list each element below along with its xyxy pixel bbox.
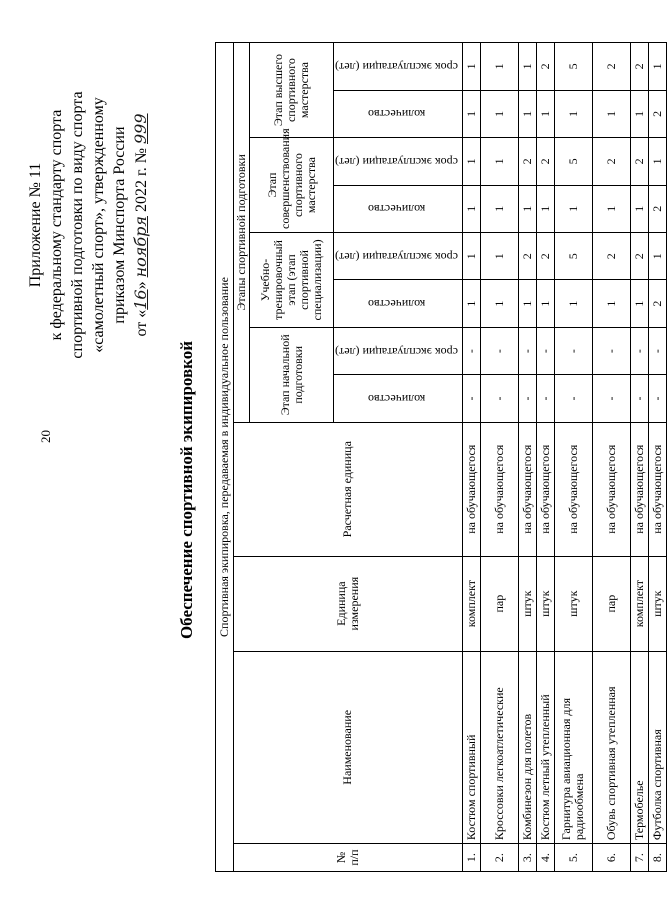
term-cell: 1 — [462, 138, 480, 185]
term-cell: - — [592, 327, 630, 374]
row-number: 1. — [462, 844, 480, 872]
date-mid: » — [133, 277, 150, 290]
col-name-header: Наименование — [234, 651, 463, 844]
header-vertical-text: количество — [367, 202, 426, 217]
date-number: 999 — [131, 113, 150, 144]
term-cell: - — [648, 327, 666, 374]
quantity-cell: 2 — [648, 90, 666, 137]
quantity-cell: 1 — [462, 280, 480, 327]
row-number: 7. — [630, 844, 648, 872]
quantity-cell: 1 — [518, 185, 536, 232]
quantity-cell: - — [630, 375, 648, 422]
term-cell: 1 — [480, 138, 518, 185]
appendix-line-4: «самолетный спорт», утвержденному — [90, 97, 107, 353]
row-number: 4. — [536, 844, 554, 872]
calc-unit-cell: на обучающегося — [536, 422, 554, 556]
appendix-block — [25, 40, 152, 410]
term-cell: 1 — [480, 233, 518, 280]
term-cell: 2 — [518, 138, 536, 185]
quantity-cell: 1 — [554, 185, 592, 232]
term-header — [334, 138, 463, 185]
quantity-cell: 1 — [630, 90, 648, 137]
header-vertical-text: количество — [367, 107, 426, 122]
header-vertical-text: срок эксплуатации (лет) — [335, 59, 458, 74]
quantity-cell: 1 — [536, 280, 554, 327]
row-number: 3. — [518, 844, 536, 872]
stage-header-2: Учебно-тренировочный этап (этап спортивной специализации) — [250, 233, 334, 328]
term-cell: 2 — [592, 138, 630, 185]
term-header — [334, 233, 463, 280]
stage-header-3: Этап совершенствования спортивного мастерства — [250, 138, 334, 233]
unit-cell: штук — [648, 556, 666, 651]
item-name: Обувь спортивная утепленная — [592, 651, 630, 844]
item-name: Комбинезон для полетов — [518, 651, 536, 844]
quantity-cell: - — [648, 375, 666, 422]
table-row — [630, 43, 648, 872]
quantity-cell: - — [592, 375, 630, 422]
appendix-line-2: к федеральному стандарту спорта — [48, 109, 65, 341]
quantity-cell: 1 — [480, 280, 518, 327]
date-year: 2022 г. № — [133, 144, 150, 217]
quantity-header — [334, 90, 463, 137]
term-cell: - — [462, 327, 480, 374]
quantity-cell: 1 — [592, 90, 630, 137]
item-name: Костюм летный утепленный — [536, 651, 554, 844]
header-vertical-text: количество — [367, 392, 426, 407]
header-vertical-text: срок эксплуатации (лет) — [335, 344, 458, 359]
term-cell: 1 — [518, 43, 536, 91]
calc-unit-cell: на обучающегося — [462, 422, 480, 556]
calc-unit-cell: на обучающегося — [630, 422, 648, 556]
quantity-cell: 1 — [480, 90, 518, 137]
item-name: Гарнитура авиационная для радиообмена — [554, 651, 592, 844]
quantity-cell: 1 — [554, 280, 592, 327]
document-title: Обеспечение спортивной экипировкой — [177, 340, 196, 640]
quantity-cell: 1 — [480, 185, 518, 232]
row-number: 2. — [480, 844, 518, 872]
term-cell: 5 — [554, 43, 592, 91]
term-cell: 2 — [592, 43, 630, 91]
stages-header: Этапы спортивной подготовки — [234, 43, 250, 423]
appendix-line-1: Приложение № 11 — [27, 162, 44, 288]
calc-unit-cell: на обучающегося — [480, 422, 518, 556]
term-cell: 2 — [592, 233, 630, 280]
quantity-cell: 2 — [648, 280, 666, 327]
header-vertical-text: срок эксплуатации (лет) — [335, 249, 458, 264]
row-number: 5. — [554, 844, 592, 872]
page-number: 20 — [38, 430, 53, 443]
item-name: Костюм спортивный — [462, 651, 480, 844]
unit-cell: штук — [536, 556, 554, 651]
table-row — [592, 43, 630, 872]
term-cell: 2 — [630, 233, 648, 280]
term-cell: 2 — [518, 233, 536, 280]
item-name: Термобелье — [630, 651, 648, 844]
quantity-cell: 1 — [592, 280, 630, 327]
quantity-cell: 1 — [462, 185, 480, 232]
table-row — [462, 43, 480, 872]
quantity-cell: - — [536, 375, 554, 422]
quantity-header — [334, 375, 463, 422]
appendix-line-3: спортивной подготовки по виду спорта — [69, 91, 86, 359]
unit-cell: комплект — [630, 556, 648, 651]
quantity-cell: 1 — [630, 185, 648, 232]
unit-cell: штук — [518, 556, 536, 651]
calc-unit-cell: на обучающегося — [518, 422, 536, 556]
term-cell: 2 — [630, 138, 648, 185]
quantity-cell: - — [462, 375, 480, 422]
quantity-cell: - — [480, 375, 518, 422]
item-name: Футболка спортивная — [648, 651, 666, 844]
term-cell: 2 — [536, 233, 554, 280]
rotated-page — [25, 40, 664, 880]
unit-cell: комплект — [462, 556, 480, 651]
term-cell: 1 — [462, 43, 480, 91]
term-cell: 2 — [536, 138, 554, 185]
table-row — [480, 43, 518, 872]
quantity-cell: 1 — [518, 280, 536, 327]
table-row — [518, 43, 536, 872]
term-cell: 1 — [462, 233, 480, 280]
term-cell: - — [518, 327, 536, 374]
term-cell: 1 — [648, 138, 666, 185]
quantity-cell: 1 — [592, 185, 630, 232]
calc-unit-cell: на обучающегося — [554, 422, 592, 556]
term-cell: 5 — [554, 138, 592, 185]
quantity-cell: 1 — [462, 90, 480, 137]
quantity-cell: - — [554, 375, 592, 422]
quantity-cell: 1 — [536, 90, 554, 137]
col-unit-header: Единица измерения — [234, 556, 463, 651]
term-cell: - — [536, 327, 554, 374]
date-month: ноября — [131, 216, 150, 278]
term-cell: - — [554, 327, 592, 374]
term-cell: 2 — [536, 43, 554, 91]
appendix-line-5: приказом Минспорта России — [111, 126, 128, 324]
col-num-header: № п/п — [234, 844, 463, 872]
quantity-cell: 2 — [648, 185, 666, 232]
header-vertical-text: срок эксплуатации (лет) — [335, 154, 458, 169]
stage-header-4: Этап высшего спортивного мастерства — [250, 43, 334, 138]
term-cell: 1 — [480, 43, 518, 91]
row-number: 6. — [592, 844, 630, 872]
col-calc-header: Расчетная единица — [234, 422, 463, 556]
table-row — [648, 43, 666, 872]
quantity-cell: 1 — [536, 185, 554, 232]
stage-header-1: Этап начальной подготовки — [250, 327, 334, 422]
quantity-cell: - — [518, 375, 536, 422]
term-cell: - — [480, 327, 518, 374]
appendix-date — [130, 40, 152, 410]
table-row — [554, 43, 592, 872]
item-name: Кроссовки легкоатлетические — [480, 651, 518, 844]
table-top-header: Спортивная экипировка, передаваемая в индивидуальное пользование — [216, 43, 234, 872]
date-prefix: от « — [133, 309, 150, 337]
quantity-header — [334, 185, 463, 232]
equipment-table — [215, 42, 667, 872]
unit-cell: пар — [480, 556, 518, 651]
unit-cell: пар — [592, 556, 630, 651]
term-cell: 5 — [554, 233, 592, 280]
table-body — [462, 43, 666, 872]
calc-unit-cell: на обучающегося — [592, 422, 630, 556]
term-cell: 1 — [648, 233, 666, 280]
term-header — [334, 327, 463, 374]
term-cell: 1 — [648, 43, 666, 91]
quantity-cell: 1 — [518, 90, 536, 137]
header-vertical-text: количество — [367, 297, 426, 312]
date-day: 16 — [131, 289, 150, 310]
calc-unit-cell: на обучающегося — [648, 422, 666, 556]
term-cell: - — [630, 327, 648, 374]
unit-cell: штук — [554, 556, 592, 651]
term-header — [334, 43, 463, 91]
quantity-cell: 1 — [554, 90, 592, 137]
row-number: 8. — [648, 844, 666, 872]
term-cell: 2 — [630, 43, 648, 91]
quantity-cell: 1 — [630, 280, 648, 327]
table-row — [536, 43, 554, 872]
quantity-header — [334, 280, 463, 327]
